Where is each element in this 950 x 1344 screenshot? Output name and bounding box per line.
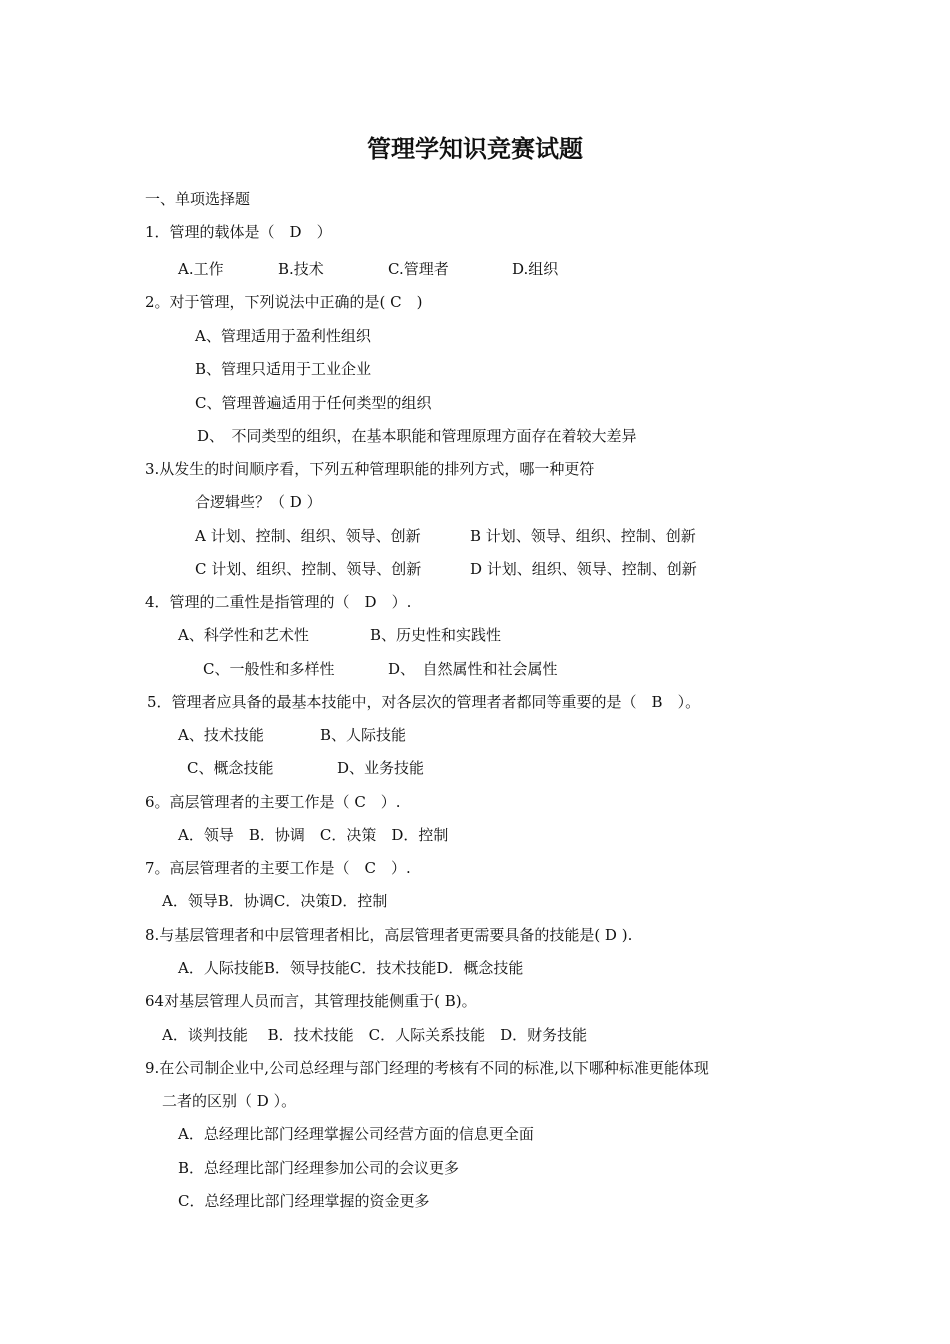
question-5-option-d: D、业务技能	[337, 759, 425, 777]
question-6-options: A．领导 B．协调 C．决策 D．控制	[178, 826, 449, 844]
question-4-option-a: A、科学性和艺术性	[178, 626, 309, 644]
question-3-option-b: B 计划、领导、组织、控制、创新	[470, 527, 696, 545]
question-2-option-c: C、管理普遍适用于任何类型的组织	[195, 394, 432, 412]
question-1-option-b: B.技术	[278, 260, 324, 278]
question-3-option-d: D 计划、组织、领导、控制、创新	[470, 560, 697, 578]
question-7-options: A．领导B．协调C．决策D．控制	[162, 892, 388, 910]
document-title: 管理学知识竞赛试题	[367, 134, 583, 163]
question-64-stem: 64对基层管理人员而言，其管理技能侧重于( B)。	[145, 992, 477, 1010]
question-3-option-a: A 计划、控制、组织、领导、创新	[195, 527, 421, 545]
question-64-options: A．谈判技能 B．技术技能 C．人际关系技能 D．财务技能	[162, 1026, 588, 1044]
question-3-stem-line-1: 3.从发生的时间顺序看，下列五种管理职能的排列方式，哪一种更符	[145, 460, 595, 478]
question-3-option-c: C 计划、组织、控制、领导、创新	[195, 560, 422, 578]
question-3-stem-line-2: 合逻辑些？（ D ）	[195, 493, 322, 511]
question-8-options: A．人际技能B．领导技能C．技术技能D．概念技能	[178, 959, 524, 977]
question-5-option-b: B、人际技能	[320, 726, 407, 744]
question-5-option-a: A、技术技能	[178, 726, 264, 744]
question-9-stem-line-2: 二者的区别（ D ）。	[162, 1092, 297, 1110]
question-1-stem: 1．管理的载体是（ D ）	[145, 223, 332, 241]
question-6-stem: 6。高层管理者的主要工作是（ C ）.	[145, 793, 401, 811]
question-7-stem: 7。高层管理者的主要工作是（ C ）.	[145, 859, 411, 877]
question-9-stem-line-1: 9.在公司制企业中,公司总经理与部门经理的考核有不同的标准,以下哪种标准更能体现	[145, 1059, 709, 1077]
question-9-option-c: C．总经理比部门经理掌握的资金更多	[178, 1192, 430, 1210]
question-9-option-b: B．总经理比部门经理参加公司的会议更多	[178, 1159, 460, 1177]
question-1-option-a: A.工作	[178, 260, 224, 278]
question-4-option-c: C、一般性和多样性	[203, 660, 335, 678]
question-5-stem: 5．管理者应具备的最基本技能中，对各层次的管理者者都同等重要的是（ B ）。	[147, 693, 701, 711]
question-2-stem: 2。对于管理，下列说法中正确的是( C )	[145, 293, 423, 311]
question-4-stem: 4．管理的二重性是指管理的（ D ）.	[145, 593, 412, 611]
question-2-option-d: D、 不同类型的组织，在基本职能和管理原理方面存在着较大差异	[197, 427, 637, 445]
question-1-option-d: D.组织	[512, 260, 559, 278]
section-heading: 一、单项选择题	[145, 190, 251, 208]
question-9-option-a: A．总经理比部门经理掌握公司经营方面的信息更全面	[178, 1125, 534, 1143]
question-2-option-b: B、管理只适用于工业企业	[195, 360, 372, 378]
question-2-option-a: A、管理适用于盈利性组织	[195, 327, 371, 345]
question-4-option-d: D、 自然属性和社会属性	[388, 660, 558, 678]
question-5-option-c: C、概念技能	[187, 759, 274, 777]
question-4-option-b: B、历史性和实践性	[370, 626, 502, 644]
question-8-stem: 8.与基层管理者和中层管理者相比，高层管理者更需要具备的技能是( D ).	[145, 926, 633, 944]
question-1-option-c: C.管理者	[388, 260, 449, 278]
